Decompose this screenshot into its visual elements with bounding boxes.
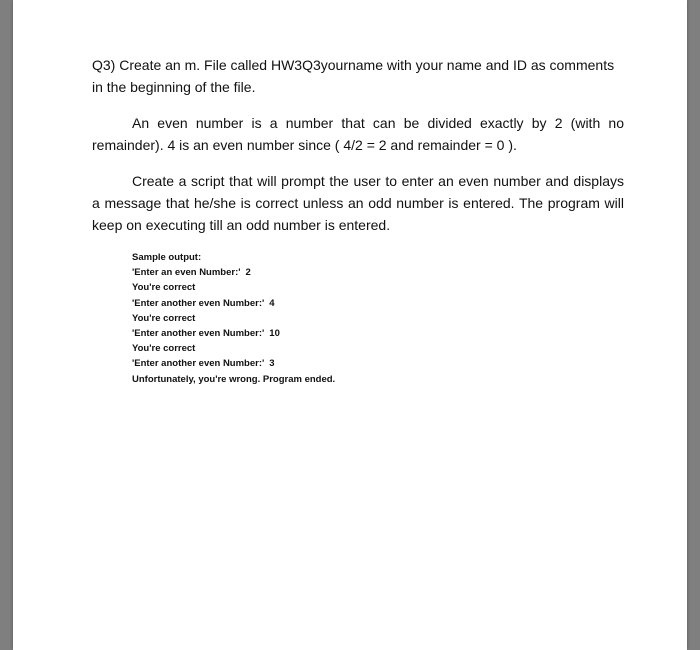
- sample-line-2: [132, 280, 624, 295]
- sample-line-6: [132, 341, 624, 356]
- document-content: [92, 54, 624, 387]
- sample-line-4: [132, 311, 624, 326]
- sample-input-value: 3: [269, 358, 275, 370]
- sample-response: You're correct: [132, 343, 196, 355]
- sample-output-block: [132, 250, 624, 387]
- question-line-2: in the beginning of the file.: [92, 79, 256, 95]
- even-number-paragraph: An even number is a number that can be divided exactly by 2 (with no remainder). 4 is an even number since ( 4/2 = 2 and remainder = 0 ).: [92, 115, 624, 153]
- sample-response: You're correct: [132, 312, 196, 324]
- sample-prompt: 'Enter another even Number:': [132, 297, 265, 309]
- sample-line-5: [132, 326, 624, 341]
- sample-response: Unfortunately, you're wrong. Program ended.: [132, 373, 336, 385]
- sample-response: You're correct: [132, 282, 196, 294]
- sample-prompt: 'Enter another even Number:': [132, 328, 265, 340]
- sample-line-3: [132, 296, 624, 311]
- sample-input-value: 10: [269, 328, 280, 340]
- sample-input-value: 2: [245, 267, 251, 279]
- sample-output-heading: Sample output:: [132, 252, 202, 263]
- sample-input-value: 4: [269, 297, 275, 309]
- sample-prompt: 'Enter an even Number:': [132, 267, 241, 279]
- document-page: [13, 0, 687, 650]
- sample-line-7: [132, 356, 624, 371]
- sample-line-1: [132, 265, 624, 280]
- sample-line-8: [132, 372, 624, 387]
- question-line-1: Q3) Create an m. File called HW3Q3yourname with your name and ID as comments: [92, 57, 615, 73]
- sample-prompt: 'Enter another even Number:': [132, 358, 265, 370]
- script-paragraph: Create a script that will prompt the user to enter an even number and displays a message that he/she is correct unless an odd number is entered. The program will keep on executing till an odd number is entered.: [92, 173, 624, 233]
- question-text: [92, 54, 624, 98]
